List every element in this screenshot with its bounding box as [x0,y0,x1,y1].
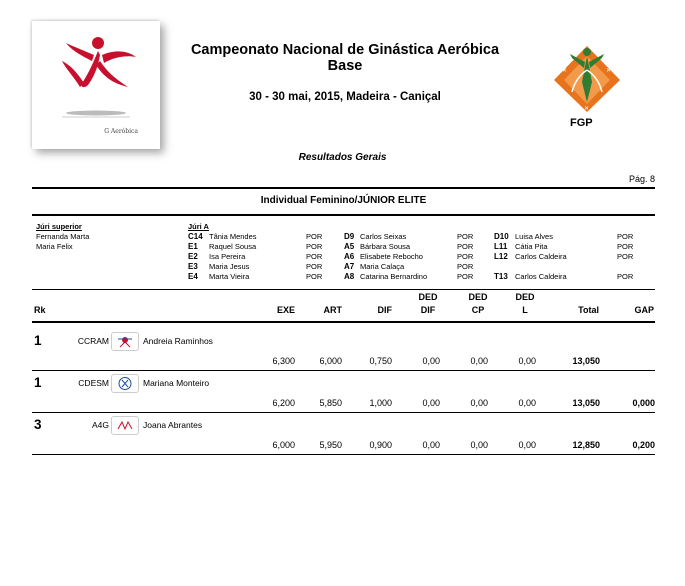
judge-country: POR [306,262,323,271]
judge-name: Isa Pereira [209,252,246,261]
judge-name: Maria Jesus [209,262,250,271]
judge-name: Tânia Mendes [209,232,257,241]
judge-country: POR [457,252,474,261]
score-ded-l: 0,00 [518,398,536,408]
judge-name: Catarina Bernardino [360,272,428,281]
col-ded-l: L [522,305,528,315]
svg-text:✕: ✕ [562,67,568,74]
row-divider [32,412,655,413]
judge-name: Carlos Caldeira [515,272,567,281]
judge-country: POR [306,232,323,241]
score-ded-dif: 0,00 [422,356,440,366]
judge-code: E4 [188,272,198,281]
col-gap: GAP [634,305,654,315]
svg-text:✕: ✕ [606,67,612,74]
judge-name: Maria Calaça [360,262,405,271]
judge-code: T13 [494,272,508,281]
fgp-federation-logo-icon [552,42,622,114]
judge-code: E1 [188,242,198,251]
row-club: CDESM [78,378,109,388]
score-total: 12,850 [572,440,600,450]
judge-name: Bárbara Sousa [360,242,411,251]
judge-code: A7 [344,262,355,271]
score-ded-l: 0,00 [518,356,536,366]
jury-member: Fernanda Marta [36,232,90,241]
score-art: 6,000 [319,356,342,366]
row-rank: 1 [34,333,42,348]
judge-code: D9 [344,232,355,241]
club-logo-icon [111,416,139,435]
judge-code: A5 [344,242,355,251]
judge-code: D10 [494,232,509,241]
score-art: 5,950 [319,440,342,450]
judge-code: L11 [494,242,508,251]
judge-name: Cátia Pita [515,242,548,251]
results-title: Resultados Gerais [298,152,387,163]
score-gap: 0,200 [632,440,655,450]
judge-country: POR [457,232,474,241]
page-number: Pág. 8 [628,174,655,184]
judge-code: E2 [188,252,198,261]
divider-thick [32,187,655,189]
jury-a-col2 [344,232,484,282]
judge-country: POR [457,272,474,281]
divider-thin [32,289,655,290]
judge-country: POR [457,242,474,251]
judge-code: A6 [344,252,355,261]
score-ded-cp: 0,00 [470,356,488,366]
row-club: CCRAM [77,336,109,346]
score-exe: 6,200 [272,398,295,408]
jury-a-col3 [494,232,636,282]
score-ded-dif: 0,00 [422,440,440,450]
col-ded-cp: CP [471,305,485,315]
judge-country: POR [617,242,634,251]
col-ded-dif: DIF [420,305,436,315]
club-logo-icon [111,332,139,351]
judge-name: Raquel Sousa [209,242,257,251]
col-ded-l-top: DED [515,292,535,302]
svg-text:✕: ✕ [584,105,590,112]
judge-country: POR [617,272,634,281]
judge-name: Elisabete Rebocho [360,252,423,261]
score-total: 13,050 [572,356,600,366]
jury-a-label: Júri A [188,222,209,231]
score-exe: 6,300 [272,356,295,366]
jury-superior [36,222,89,252]
jury-superior-label: Júri superior [36,222,82,231]
row-rank: 3 [34,417,42,432]
score-ded-cp: 0,00 [470,440,488,450]
score-dif: 0,900 [369,440,392,450]
score-total: 13,050 [572,398,600,408]
col-art: ART [323,305,342,315]
row-divider [32,454,655,455]
aerobic-gymnast-logo-icon [32,21,160,149]
score-ded-dif: 0,00 [422,398,440,408]
category-title: Individual Feminino/JÚNIOR ELITE [260,195,427,206]
judge-country: POR [617,232,634,241]
judge-country: POR [306,252,323,261]
col-dif: DIF [377,305,392,315]
logo-caption: G Aeróbica [104,128,138,135]
row-divider [32,370,655,371]
gymnast-name: Joana Abrantes [143,420,203,430]
score-ded-cp: 0,00 [470,398,488,408]
score-gap: 0,000 [632,398,655,408]
col-exe: EXE [276,305,295,315]
judge-country: POR [306,272,323,281]
gymnast-name: Andreia Raminhos [143,336,213,346]
fgp-label: FGP [570,117,593,129]
score-art: 5,850 [319,398,342,408]
score-dif: 0,750 [369,356,392,366]
row-club: A4G [91,420,109,430]
col-ded-cp-top: DED [468,292,488,302]
judge-name: Marta Vieira [209,272,250,281]
score-dif: 1,000 [369,398,392,408]
divider-thick [32,321,655,323]
championship-subtitle: Base [327,58,363,74]
judge-name: Carlos Caldeira [515,252,567,261]
event-date-location: 30 - 30 mai, 2015, Madeira - Caniçal [249,91,441,103]
championship-title: Campeonato Nacional de Ginástica Aeróbica [190,42,500,58]
score-exe: 6,000 [272,440,295,450]
col-total: Total [578,305,599,315]
gymnastics-logo-card [32,21,160,149]
jury-member: Maria Felix [36,242,73,251]
col-ded-dif-top: DED [418,292,438,302]
divider-thick [32,214,655,216]
judge-code: L12 [494,252,508,261]
judge-code: E3 [188,262,198,271]
col-rk: Rk [34,305,46,315]
judge-country: POR [306,242,323,251]
judge-code: C14 [188,232,203,241]
judge-name: Carlos Seixas [360,232,407,241]
judge-name: Luisa Alves [515,232,553,241]
score-ded-l: 0,00 [518,440,536,450]
judge-country: POR [457,262,474,271]
judge-code: A8 [344,272,355,281]
gymnast-name: Mariana Monteiro [143,378,210,388]
judge-country: POR [617,252,634,261]
club-logo-icon [111,374,139,393]
jury-a-col1 [188,222,328,282]
row-rank: 1 [34,375,42,390]
